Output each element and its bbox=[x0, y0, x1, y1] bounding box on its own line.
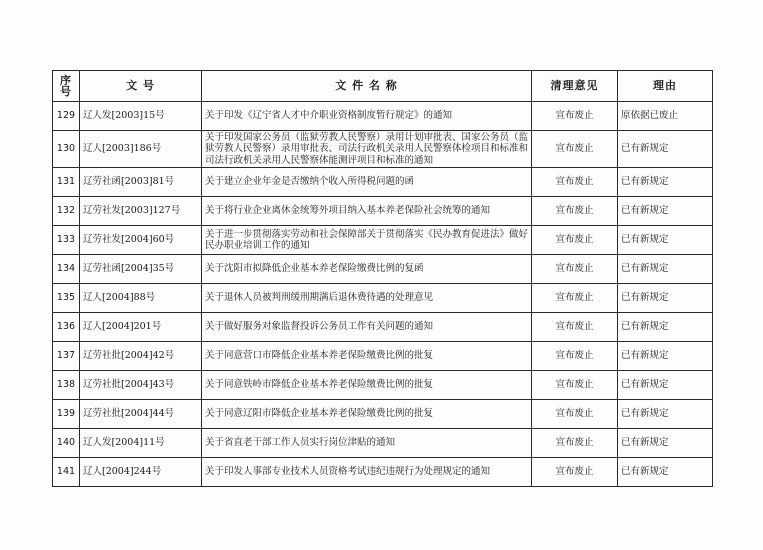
row-number: 130 bbox=[53, 131, 80, 168]
cleanup-opinion: 宣布废止 bbox=[532, 131, 618, 168]
table-row bbox=[53, 255, 713, 284]
row-number: 137 bbox=[53, 342, 80, 371]
cleanup-reason: 已有新规定 bbox=[618, 226, 713, 255]
row-number: 135 bbox=[53, 284, 80, 313]
table-row bbox=[53, 168, 713, 197]
document-number: 辽劳社批[2004]42号 bbox=[80, 342, 202, 371]
document-number: 辽人发[2004]11号 bbox=[80, 429, 202, 458]
document-title: 关于同意铁岭市降低企业基本养老保险缴费比例的批复 bbox=[202, 371, 532, 400]
cleanup-reason: 已有新规定 bbox=[618, 197, 713, 226]
cleanup-reason: 已有新规定 bbox=[618, 131, 713, 168]
header-docno: 文 号 bbox=[80, 71, 202, 102]
table-row bbox=[53, 371, 713, 400]
row-number: 141 bbox=[53, 458, 80, 487]
document-number: 辽人发[2003]15号 bbox=[80, 102, 202, 131]
cleanup-reason: 已有新规定 bbox=[618, 371, 713, 400]
document-title: 关于建立企业年金是否缴纳个收入所得税问题的函 bbox=[202, 168, 532, 197]
row-number: 131 bbox=[53, 168, 80, 197]
cleanup-opinion: 宣布废止 bbox=[532, 371, 618, 400]
table-row bbox=[53, 284, 713, 313]
row-number: 132 bbox=[53, 197, 80, 226]
cleanup-opinion: 宣布废止 bbox=[532, 400, 618, 429]
cleanup-reason: 已有新规定 bbox=[618, 255, 713, 284]
document-title: 关于做好服务对象监督投诉公务员工作有关问题的通知 bbox=[202, 313, 532, 342]
document-title: 关于印发人事部专业技术人员资格考试违纪违规行为处理规定的通知 bbox=[202, 458, 532, 487]
header-title: 文 件 名 称 bbox=[202, 71, 532, 102]
cleanup-opinion: 宣布废止 bbox=[532, 458, 618, 487]
document-number: 辽劳社函[2004]35号 bbox=[80, 255, 202, 284]
document-title: 关于进一步贯彻落实劳动和社会保障部关于贯彻落实《民办教育促进法》做好民办职业培训工作的通知 bbox=[202, 226, 532, 255]
document-title: 关于省直老干部工作人员实行岗位津贴的通知 bbox=[202, 429, 532, 458]
row-number: 136 bbox=[53, 313, 80, 342]
document-title: 关于退休人员被判刑缓刑期满后退休费待遇的处理意见 bbox=[202, 284, 532, 313]
table-row bbox=[53, 342, 713, 371]
document-number: 辽人[2003]186号 bbox=[80, 131, 202, 168]
table-row bbox=[53, 226, 713, 255]
cleanup-opinion: 宣布废止 bbox=[532, 197, 618, 226]
table-row bbox=[53, 131, 713, 168]
document-title: 关于沈阳市拟降低企业基本养老保险缴费比例的复函 bbox=[202, 255, 532, 284]
document-number: 辽人[2004]88号 bbox=[80, 284, 202, 313]
cleanup-reason: 已有新规定 bbox=[618, 400, 713, 429]
cleanup-opinion: 宣布废止 bbox=[532, 226, 618, 255]
document-number: 辽劳社批[2004]44号 bbox=[80, 400, 202, 429]
header-num: 序号 bbox=[53, 71, 80, 102]
document-cleanup-table bbox=[52, 70, 713, 487]
cleanup-reason: 已有新规定 bbox=[618, 284, 713, 313]
cleanup-reason: 已有新规定 bbox=[618, 429, 713, 458]
table-row bbox=[53, 313, 713, 342]
row-number: 129 bbox=[53, 102, 80, 131]
table-row bbox=[53, 458, 713, 487]
document-number: 辽人[2004]201号 bbox=[80, 313, 202, 342]
table-row bbox=[53, 400, 713, 429]
row-number: 139 bbox=[53, 400, 80, 429]
cleanup-reason: 已有新规定 bbox=[618, 458, 713, 487]
document-number: 辽人[2004]244号 bbox=[80, 458, 202, 487]
cleanup-opinion: 宣布废止 bbox=[532, 429, 618, 458]
document-number: 辽劳社函[2003]81号 bbox=[80, 168, 202, 197]
document-number: 辽劳社发[2003]127号 bbox=[80, 197, 202, 226]
document-title: 关于同意营口市降低企业基本养老保险缴费比例的批复 bbox=[202, 342, 532, 371]
cleanup-reason: 原依据已废止 bbox=[618, 102, 713, 131]
table-row bbox=[53, 102, 713, 131]
table-row bbox=[53, 197, 713, 226]
row-number: 138 bbox=[53, 371, 80, 400]
cleanup-opinion: 宣布废止 bbox=[532, 102, 618, 131]
document-number: 辽劳社发[2004]60号 bbox=[80, 226, 202, 255]
document-title: 关于将行业企业离休金统筹外项目纳入基本养老保险社会统筹的通知 bbox=[202, 197, 532, 226]
cleanup-reason: 已有新规定 bbox=[618, 168, 713, 197]
row-number: 134 bbox=[53, 255, 80, 284]
document-title: 关于印发《辽宁省人才中介职业资格制度暂行规定》的通知 bbox=[202, 102, 532, 131]
cleanup-opinion: 宣布废止 bbox=[532, 284, 618, 313]
row-number: 140 bbox=[53, 429, 80, 458]
document-title: 关于印发国家公务员（监狱劳教人民警察）录用计划审批表、国家公务员（监狱劳教人民警察）录用审批表、司法行政机关录用人民警察体检项目和标准和司法行政机关录用人民警察体能测评项目和标准的通知 bbox=[202, 131, 532, 168]
table-header-row bbox=[53, 71, 713, 102]
document-title: 关于同意辽阳市降低企业基本养老保险缴费比例的批复 bbox=[202, 400, 532, 429]
cleanup-opinion: 宣布废止 bbox=[532, 255, 618, 284]
cleanup-reason: 已有新规定 bbox=[618, 313, 713, 342]
table-row bbox=[53, 429, 713, 458]
cleanup-reason: 已有新规定 bbox=[618, 342, 713, 371]
document-number: 辽劳社批[2004]43号 bbox=[80, 371, 202, 400]
cleanup-opinion: 宣布废止 bbox=[532, 168, 618, 197]
row-number: 133 bbox=[53, 226, 80, 255]
cleanup-opinion: 宣布废止 bbox=[532, 313, 618, 342]
table-body bbox=[53, 102, 713, 487]
cleanup-opinion: 宣布废止 bbox=[532, 342, 618, 371]
header-reason: 理由 bbox=[618, 71, 713, 102]
header-opinion: 清理意见 bbox=[532, 71, 618, 102]
